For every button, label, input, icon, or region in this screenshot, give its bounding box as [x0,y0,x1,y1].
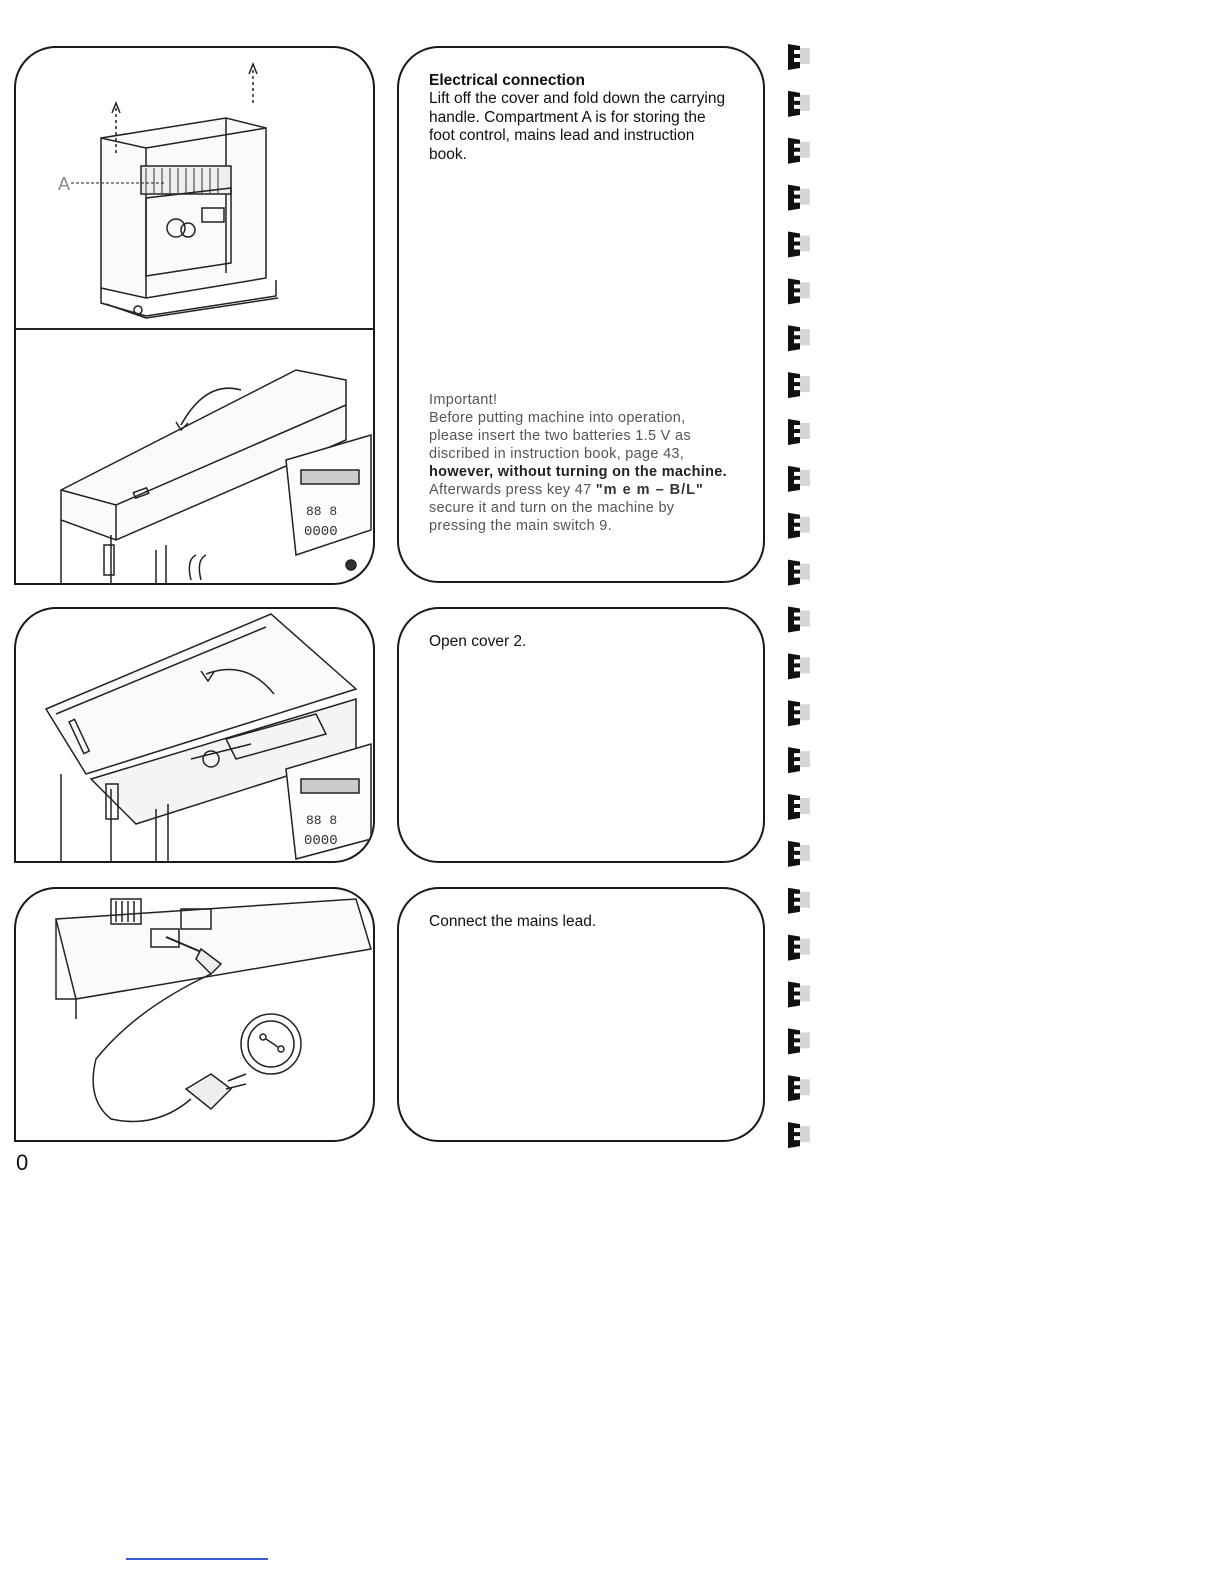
binding-tab [788,747,800,773]
binding-tab [788,982,800,1008]
important-note [429,391,733,535]
binding-tab-strip [786,40,818,1165]
binding-tab-shadow [800,939,810,955]
text-panel-mains-lead [397,887,765,1142]
binding-tab-shadow [800,1079,810,1095]
section-body: Open cover 2. [429,633,527,650]
binding-tab-shadow [800,657,810,673]
important-text-after2: secure it and turn on the machine by pressing the main switch 9. [429,500,675,534]
binding-tab [788,888,800,914]
binding-tab [788,372,800,398]
mains-lead-figure [16,889,375,1142]
binding-tab [788,1075,800,1101]
text-panel-open-cover [397,607,765,863]
binding-tab-shadow [800,751,810,767]
binding-tab-shadow [800,845,810,861]
page-number: 0 [16,1150,29,1175]
binding-tab-shadow [800,282,810,298]
binding-tab-shadow [800,329,810,345]
illustration-panel-2 [14,607,375,863]
important-title: Important! [429,392,498,408]
binding-tab [788,653,800,679]
binding-tab [788,466,800,492]
binding-tab-shadow [800,423,810,439]
important-text-bold: however, without turning on the machine. [429,464,727,480]
binding-tab [788,513,800,539]
illustration-panel-1 [14,46,375,585]
binding-tab-shadow [800,704,810,720]
machine-case-figure [16,48,375,328]
binding-tab-shadow [800,470,810,486]
binding-tab [788,278,800,304]
binding-tab [788,44,800,70]
binding-tab-shadow [800,611,810,627]
binding-tab-shadow [800,376,810,392]
compartment-label: A [58,174,71,194]
important-text-before: Before putting machine into operation, please insert the two batteries 1.5 V as discribed in instruction book, page 43, [429,410,691,462]
machine-handle-figure [16,330,375,585]
important-text-after1: Afterwards press key 47 [429,482,592,498]
binding-tab-shadow [800,1126,810,1142]
binding-tab-shadow [800,95,810,111]
binding-tab [788,232,800,258]
svg-text:88 8: 88 8 [306,504,338,519]
binding-tab-shadow [800,986,810,1002]
binding-tab [788,1028,800,1054]
binding-tab [788,607,800,633]
binding-tab-shadow [800,892,810,908]
binding-tab [788,560,800,586]
binding-tab-shadow [800,1032,810,1048]
binding-tab-shadow [800,517,810,533]
svg-text:88 8: 88 8 [306,813,338,828]
binding-tab [788,841,800,867]
binding-tab [788,185,800,211]
footer-line [126,1558,268,1560]
binding-tab [788,91,800,117]
binding-tab-shadow [800,142,810,158]
text-panel-electrical-connection [397,46,765,583]
binding-tab [788,419,800,445]
binding-tab-shadow [800,564,810,580]
svg-text:0000: 0000 [304,524,338,540]
binding-tab [788,700,800,726]
binding-tab [788,794,800,820]
binding-tab [788,138,800,164]
section-heading: Electrical connection [429,72,585,89]
binding-tab [788,1122,800,1148]
section-body: Connect the mains lead. [429,913,597,930]
binding-tab [788,325,800,351]
svg-text:0000: 0000 [304,833,338,849]
open-cover-figure [16,609,375,863]
binding-tab-shadow [800,236,810,252]
binding-tab-shadow [800,48,810,64]
illustration-panel-3 [14,887,375,1142]
important-key-name: "m e m – B/L" [595,482,704,498]
binding-tab-shadow [800,798,810,814]
binding-tab-shadow [800,189,810,205]
section-body: Lift off the cover and fold down the carrying handle. Compartment A is for storing the foot control, mains lead and instruction book. [429,90,726,163]
binding-tab [788,935,800,961]
